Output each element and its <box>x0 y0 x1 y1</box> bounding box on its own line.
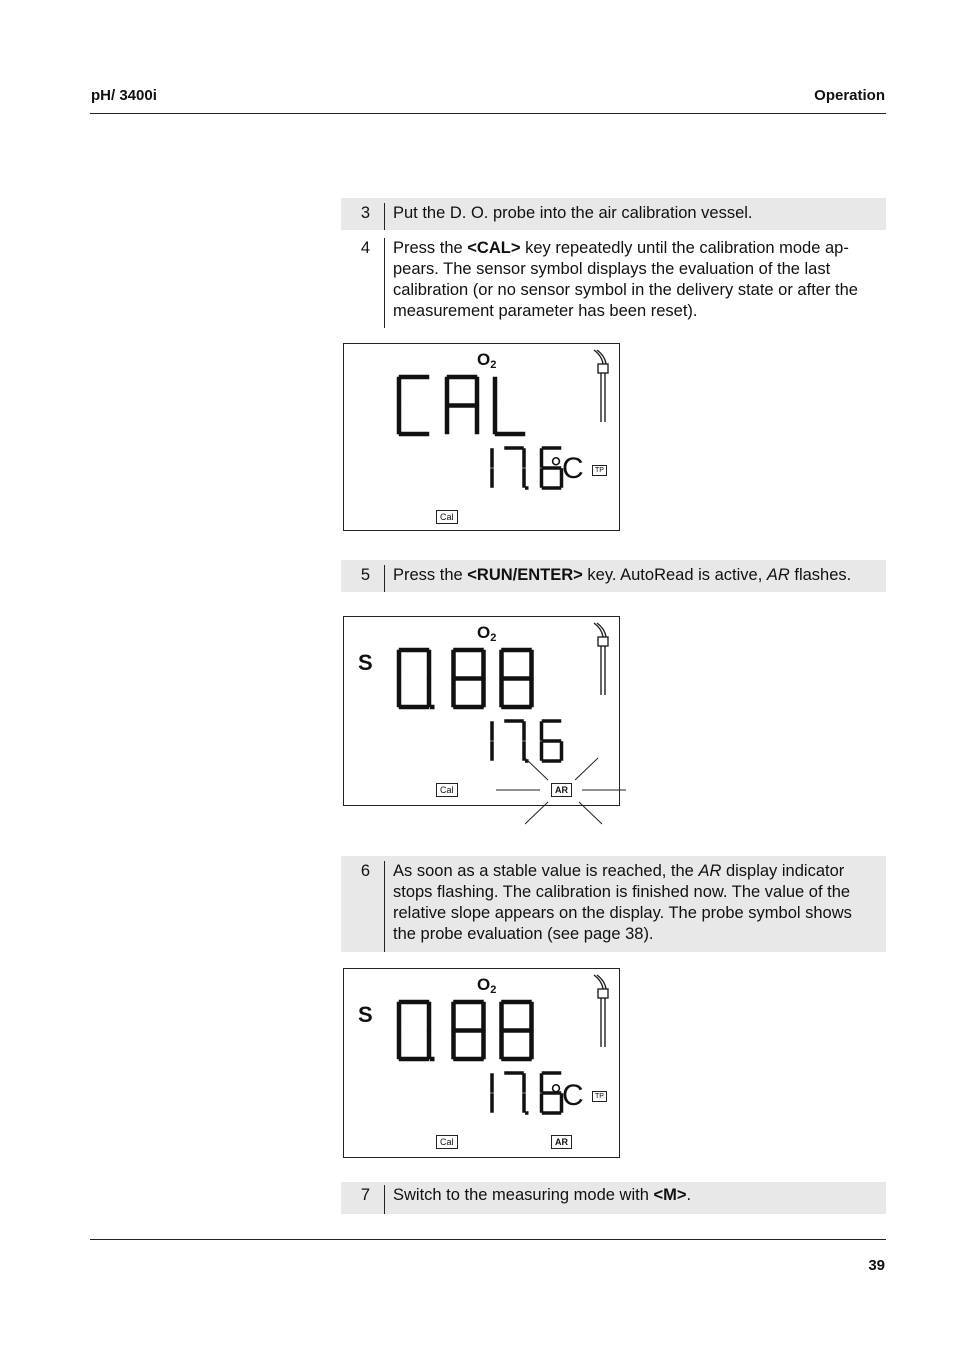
lcd-display-cal <box>343 343 620 531</box>
step-text <box>384 1185 886 1214</box>
step-text <box>384 565 886 592</box>
lcd-graphics <box>344 969 621 1159</box>
text-fragment: . <box>686 1186 692 1204</box>
doc-header-title: pH/ 3400i <box>91 87 157 104</box>
unit-celsius: °C <box>550 1079 584 1112</box>
slope-indicator: S <box>358 650 373 675</box>
text-fragment: flashes. <box>789 566 852 584</box>
lcd-digit <box>495 379 523 434</box>
probe-icon <box>594 623 608 695</box>
decimal-point <box>525 1111 529 1115</box>
text-fragment: As soon as a stable value is reached, the <box>393 862 699 880</box>
key-name: <M> <box>653 1186 687 1204</box>
step-number: 7 <box>360 1186 370 1204</box>
text-fragment: key repeatedly until the calibration mode ap- <box>520 239 849 257</box>
ar-term: AR <box>766 566 790 584</box>
unit-celsius: °C <box>550 452 584 485</box>
cal-indicator: Cal <box>436 510 458 524</box>
probe-icon <box>594 975 608 1047</box>
step-text: Put the D. O. probe into the air calibration vessel. <box>384 203 886 230</box>
flash-rays-icon <box>490 750 630 830</box>
lcd-digit <box>399 377 427 434</box>
parameter-symbol: $O_2$ <box>477 975 497 996</box>
ar-term: AR <box>698 862 722 880</box>
step-number: 3 <box>360 204 370 222</box>
lcd-digit <box>454 650 484 707</box>
cal-indicator: Cal <box>436 1135 458 1149</box>
lcd-graphics <box>344 344 621 532</box>
parameter-symbol: $O_2$ <box>477 623 497 644</box>
step-number: 4 <box>360 239 370 257</box>
step-5 <box>341 560 886 592</box>
text-fragment: key. AutoRead is active, <box>582 566 767 584</box>
step-number: 5 <box>360 566 370 584</box>
tp-indicator: TP <box>592 1091 607 1102</box>
ar-indicator: AR <box>551 783 572 797</box>
lcd-display-result <box>343 968 620 1158</box>
doc-header-section: Operation <box>814 87 885 104</box>
text-line: the probe evaluation (see page 38). <box>393 925 654 943</box>
text-line: stops flashing. The calibration is finished now. The value of the <box>393 883 851 901</box>
main-digits <box>399 650 532 709</box>
step-7 <box>341 1182 886 1214</box>
lcd-digit <box>399 650 429 707</box>
lcd-digit <box>506 448 524 486</box>
main-digits <box>399 1002 532 1061</box>
page-number: 39 <box>868 1257 885 1274</box>
tp-indicator: TP <box>592 465 607 476</box>
cal-indicator: Cal <box>436 783 458 797</box>
key-name: <CAL> <box>467 239 521 257</box>
decimal-point <box>525 486 529 490</box>
text-fragment: Press the <box>393 566 468 584</box>
step-4 <box>341 236 886 328</box>
footer-rule <box>90 1239 886 1240</box>
lcd-digit <box>447 377 477 432</box>
main-digits <box>399 377 523 434</box>
parameter-symbol: $O_2$ <box>477 350 497 371</box>
probe-icon <box>594 350 608 422</box>
text-line: pears. The sensor symbol displays the evaluation of the last <box>393 260 831 278</box>
text-fragment: Switch to the measuring mode with <box>393 1186 654 1204</box>
step-3 <box>341 198 886 230</box>
decimal-point <box>430 1057 435 1062</box>
step-number: 6 <box>360 862 370 880</box>
step-6 <box>341 856 886 952</box>
decimal-point <box>430 705 435 710</box>
text-line: relative slope appears on the display. The probe symbol shows <box>393 904 852 922</box>
lcd-digit <box>454 1002 484 1059</box>
lcd-digit <box>399 1002 429 1059</box>
lcd-digit <box>506 1073 524 1111</box>
step-text <box>384 861 886 952</box>
text-line: measurement parameter has been reset). <box>393 302 698 320</box>
ar-indicator: AR <box>551 1135 572 1149</box>
lcd-digit <box>502 1002 532 1059</box>
text-line: calibration (or no sensor symbol in the delivery state or after the <box>393 281 858 299</box>
lcd-digit <box>502 650 532 707</box>
step-text <box>384 238 886 328</box>
slope-indicator: S <box>358 1002 373 1027</box>
text-fragment: Press the <box>393 239 468 257</box>
text-fragment: display indicator <box>721 862 845 880</box>
key-name: <RUN/ENTER> <box>467 566 583 584</box>
header-rule <box>90 113 886 114</box>
